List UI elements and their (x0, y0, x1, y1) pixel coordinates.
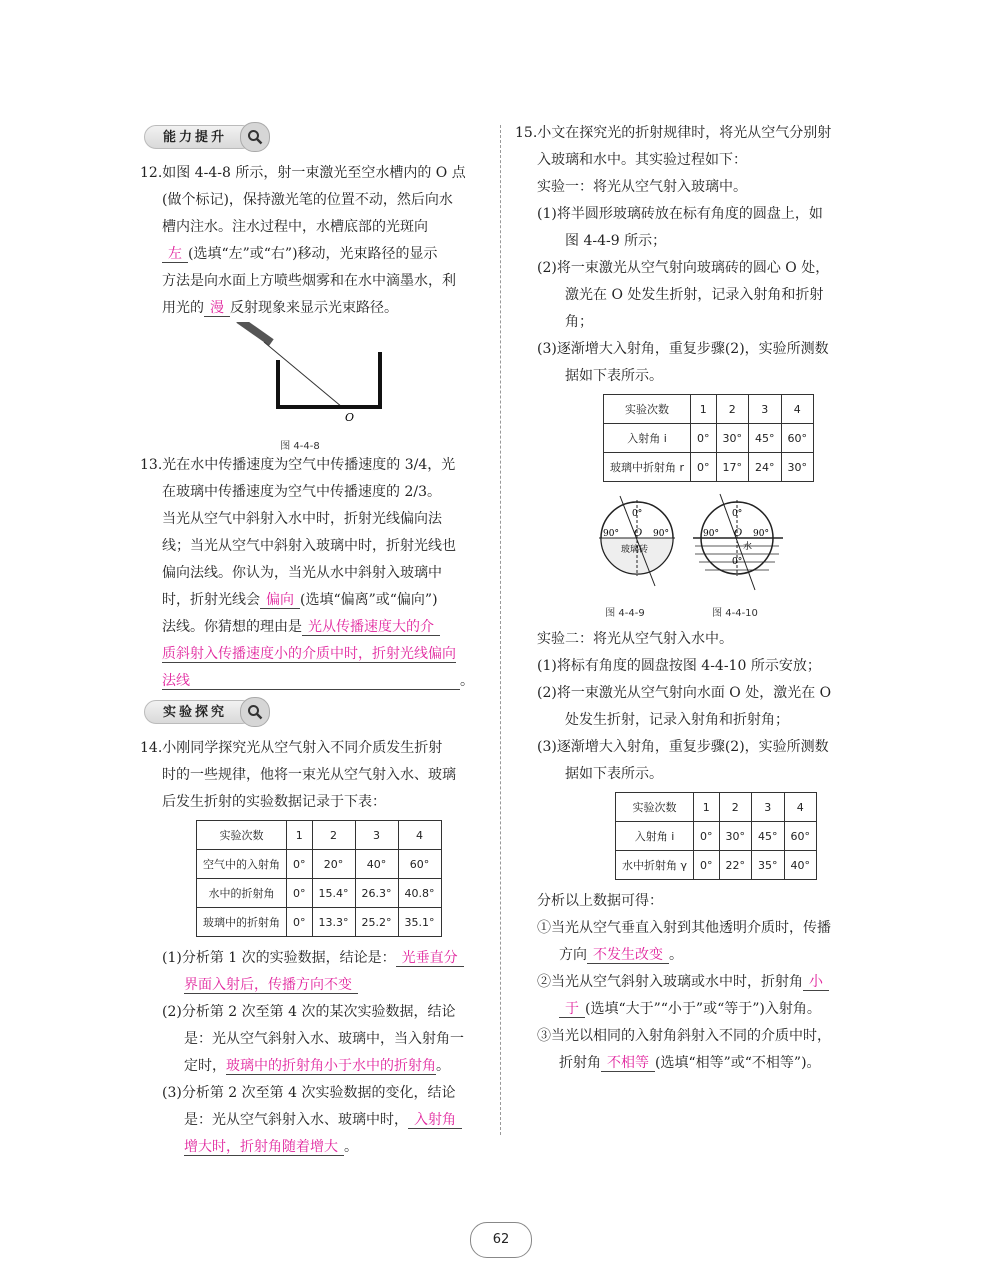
table-cell: 4 (784, 793, 817, 822)
table-cell: 17° (716, 453, 749, 482)
table-cell: 24° (749, 453, 782, 482)
table-cell: 3 (752, 793, 785, 822)
magnifier-icon (240, 122, 270, 152)
table-cell: 60° (781, 424, 814, 453)
table-cell: 0° (287, 879, 313, 908)
table-cell: 实验次数 (197, 821, 287, 850)
table-cell: 2 (716, 395, 749, 424)
figure-caption: 图 4-4-9 (605, 608, 645, 619)
svg-text:90°: 90° (703, 529, 719, 539)
table-cell: 0° (691, 453, 717, 482)
table-cell: 0° (694, 822, 720, 851)
section-header-experiment (140, 697, 490, 727)
svg-text:0°: 0° (632, 509, 643, 519)
right-column (515, 120, 865, 1077)
answer-blank: 不相等 (601, 1055, 655, 1072)
table-cell: 45° (752, 822, 785, 851)
table-header-row (197, 821, 442, 850)
answer-blank: 偏向 (260, 592, 300, 609)
svg-text:玻璃砖: 玻璃砖 (621, 545, 649, 555)
table-cell: 60° (398, 850, 441, 879)
point-o-label: O (345, 411, 355, 424)
table-cell: 40.8° (398, 879, 441, 908)
question-number: 13. (140, 457, 163, 473)
table-cell: 40° (355, 850, 398, 879)
table-cell: 30° (781, 453, 814, 482)
answer-blank: 法线 (162, 673, 460, 690)
table-cell: 玻璃中折射角 r (604, 453, 691, 482)
table-cell: 水中的折射角 (197, 879, 287, 908)
section-title: 实验探究 (144, 700, 254, 724)
table-cell: 35.1° (398, 908, 441, 937)
table-cell: 0° (287, 908, 313, 937)
table-cell: 25.2° (355, 908, 398, 937)
page-number: 62 (470, 1222, 532, 1258)
svg-text:O: O (634, 528, 643, 539)
table-cell: 40° (784, 851, 817, 880)
table-row (197, 908, 442, 937)
table-cell: 3 (355, 821, 398, 850)
svg-text:90°: 90° (603, 529, 619, 539)
answer-blank: 界面入射后，传播方向不变 (184, 977, 358, 994)
magnifier-icon (240, 697, 270, 727)
table-cell: 0° (694, 851, 720, 880)
table-header-row (604, 395, 814, 424)
column-divider (500, 125, 501, 1135)
figures-4-4-9-and-4-4-10 (515, 486, 865, 626)
table-row (604, 453, 814, 482)
q14-data-table (196, 820, 442, 937)
table-header-row (616, 793, 817, 822)
answer-blank: 小 (803, 974, 829, 991)
table-cell: 0° (691, 424, 717, 453)
table-cell: 入射角 i (616, 822, 694, 851)
table-cell: 玻璃中的折射角 (197, 908, 287, 937)
figure-4-4-8 (140, 322, 490, 452)
section-header-ability (140, 122, 490, 152)
table-cell: 30° (719, 822, 752, 851)
svg-text:0°: 0° (732, 509, 743, 519)
table-cell: 15.4° (312, 879, 355, 908)
answer-blank: 左 (162, 246, 188, 263)
question-number: 12. (140, 165, 163, 181)
table-cell: 2 (312, 821, 355, 850)
table-cell: 空气中的入射角 (197, 850, 287, 879)
question-13: 13.光在水中传播速度为空气中传播速度的 3/4，光 在玻璃中传播速度为空气中传播速度的 2/3。 当光从空气中斜射入水中时，折射光线偏向法 线；当光从空气中斜射入玻璃中时，折射光线也 偏向法线。你认为，当光从水中斜射入玻璃中 时，折射光线会 偏向 (选填“偏离”或“偏向”) 法线。你猜想的理由是 光从传播速度大的介 质斜射入传播速度小的介质中时，折射光线偏向 法线 。 (140, 457, 474, 689)
table-cell: 4 (781, 395, 814, 424)
table-cell: 1 (287, 821, 313, 850)
table-cell: 20° (312, 850, 355, 879)
table-row (604, 424, 814, 453)
table-cell: 1 (691, 395, 717, 424)
table-cell: 35° (752, 851, 785, 880)
table-cell: 1 (694, 793, 720, 822)
question-14: 14.小刚同学探究光从空气射入不同介质发生折射 时的一些规律，他将一束光从空气射入水、玻璃 后发生折射的实验数据记录于下表： 实验次数 1 2 3 4 空气中的入射角 0° 20° 40° 60° 水中的折射角 0° 15.4° 26.3° 40.8° 玻璃中的折射角 0° 13.3° 25.2° 35.1° (1)分析第 1 次的实验数据，结论是： 光垂直分 界面入射后，传播方向不变 (2)分析第 2 次至第 4 次的某次实验数据，结论 是：光从空气斜射入水、玻璃中，当入射角一 定时，玻璃中的折射角小于水中的折射角。 (3)分析第 2 次至第 4 次实验数据的变化，结论 是：光从空气斜射入水、玻璃中时， 入射角 增大时，折射角随着增大 。 (140, 740, 464, 1155)
table-cell: 水中折射角 γ (616, 851, 694, 880)
table-cell: 45° (749, 424, 782, 453)
table-cell: 13.3° (312, 908, 355, 937)
table-row (616, 851, 817, 880)
answer-blank: 不发生改变 (587, 947, 669, 964)
answer-blank: 于 (559, 1001, 585, 1018)
svg-text:90°: 90° (753, 529, 769, 539)
answer-blank: 光从传播速度大的介 (302, 619, 440, 636)
q15-water-table (615, 792, 817, 880)
left-column (140, 120, 490, 1161)
svg-text:90°: 90° (653, 529, 669, 539)
answer-blank: 增大时，折射角随着增大 (184, 1139, 344, 1156)
question-number: 15. (515, 125, 538, 141)
water-tank-diagram (140, 322, 490, 437)
table-cell: 入射角 i (604, 424, 691, 453)
question-12: 12.如图 4-4-8 所示，射一束激光至空水槽内的 O 点 (做个标记)，保持激光笔的位置不动，然后向水 槽内注水。注水过程中，水槽底部的光斑向 左 (选填“左”或“右”)移动，光束路径的显示 方法是向水面上方喷些烟雾和在水中滴墨水，利 用光的 漫 反射现象来显示光束路径。 O 图 4-4-8 (140, 160, 490, 452)
table-cell: 3 (749, 395, 782, 424)
question-number: 14. (140, 740, 163, 756)
svg-text:0°: 0° (732, 557, 743, 567)
figure-caption: 图 4-4-8 (280, 441, 320, 452)
answer-blank: 入射角 (408, 1112, 462, 1129)
table-cell: 26.3° (355, 879, 398, 908)
table-cell: 30° (716, 424, 749, 453)
question-15: 15.小文在探究光的折射规律时，将光从空气分别射 入玻璃和水中。其实验过程如下： 实验一：将光从空气射入玻璃中。 (1)将半圆形玻璃砖放在标有角度的圆盘上，如 图 4-4-9 所示； (2)将一束激光从空气射向玻璃砖的圆心 O 处， 激光在 O 处发生折射，记录入射角和折射 角； (3)逐渐增大入射角，重复步骤(2)，实验所测数 据如下表所示。 实验次数 1 2 3 4 入射角 i 0° 30° 45° 60° 玻璃中折射角 r 0° 17° 24° 30° 0° 90° 90° O 玻璃砖 0° 90° 90° O 水 0° 图 4-4-9 图 4-4-10 实验二：将光从空气射入水中。 (1)将标有角度的圆盘按图 4-4-10 所示安放； (2)将一束激光从空气射向水面 O 处，激光在 O 处发生折射，记录入射角和折射角； (3)逐渐增大入射角，重复步骤(2)，实验所测数 据如下表所示。 实验次数 1 2 3 4 入射角 i 0° 30° 45° 60° 水中折射角 γ 0° 22° 35° 40° 分析以上数据可得： ①当光从空气垂直入射到其他透明介质时，传播 方向 不发生改变 。 ②当光从空气斜射入玻璃或水中时，折射角 小 于 (选填“大于”“小于”或“等于”)入射角。 ③当光以相同的入射角斜射入不同的介质中时， 折射角 不相等 (选填“相等”或“不相等”)。 (515, 120, 865, 1077)
table-cell: 实验次数 (604, 395, 691, 424)
answer-blank: 质斜射入传播速度小的介质中时，折射光线偏向 (162, 646, 456, 662)
q15-glass-table (603, 394, 814, 482)
table-cell: 60° (784, 822, 817, 851)
svg-text:水: 水 (743, 542, 753, 552)
table-cell: 0° (287, 850, 313, 879)
table-cell: 实验次数 (616, 793, 694, 822)
answer-blank: 光垂直分 (396, 950, 464, 967)
table-cell: 22° (719, 851, 752, 880)
answer-blank: 漫 (204, 300, 230, 317)
table-row (616, 822, 817, 851)
table-cell: 4 (398, 821, 441, 850)
table-cell: 2 (719, 793, 752, 822)
svg-text:O: O (734, 528, 743, 539)
figure-caption: 图 4-4-10 (712, 608, 758, 619)
table-row (197, 879, 442, 908)
protractor-diagrams (515, 486, 865, 601)
section-title: 能力提升 (144, 125, 254, 149)
table-row (197, 850, 442, 879)
answer-blank: 玻璃中的折射角小于水中的折射角 (226, 1058, 436, 1074)
